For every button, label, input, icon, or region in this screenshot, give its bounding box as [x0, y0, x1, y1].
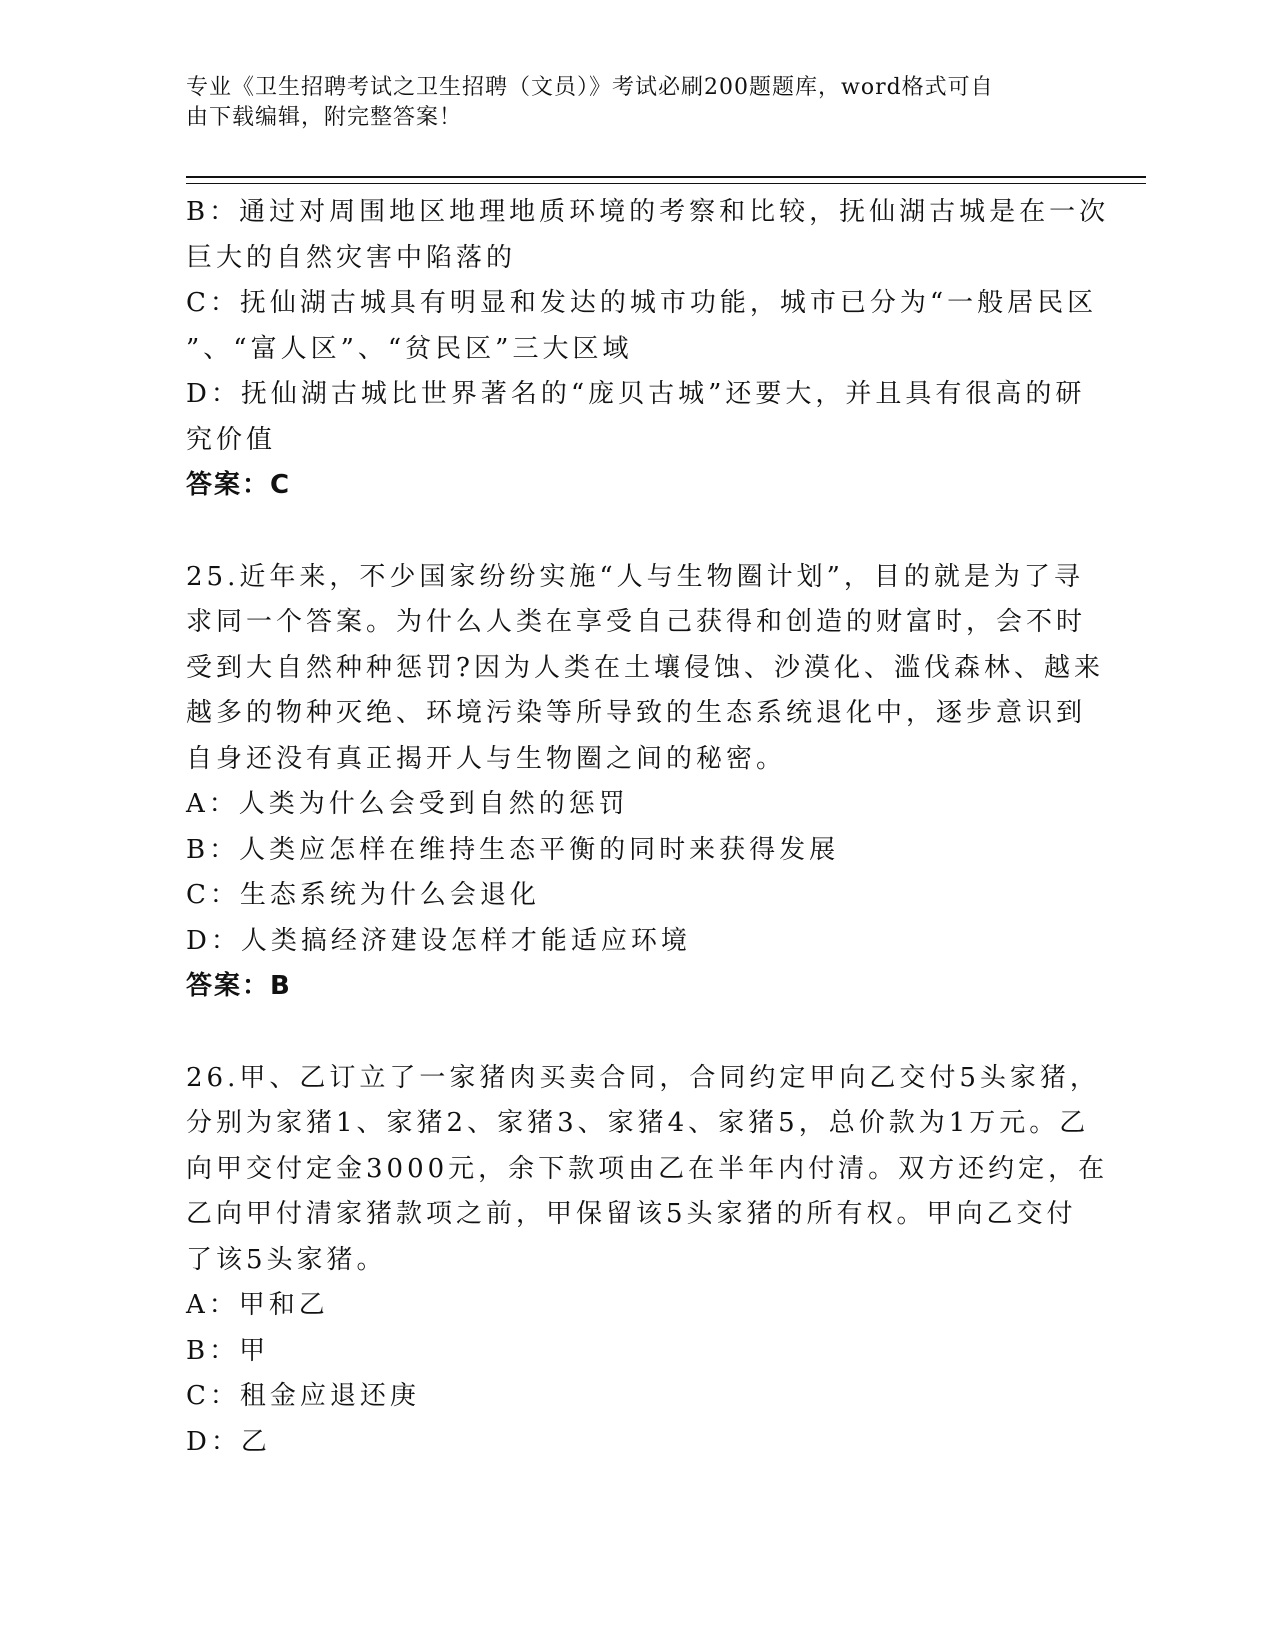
question-stem-line: 求同一个答案。为什么人类在享受自己获得和创造的财富时，会不时	[186, 607, 1087, 637]
question-25	[186, 555, 1104, 1010]
option-b-line-1: B：通过对周围地区地理地质环境的考察和比较，抚仙湖古城是在一次	[186, 197, 1110, 227]
option-d: D：乙	[186, 1426, 271, 1457]
question-stem-line: 26.甲、乙订立了一家猪肉买卖合同，合同约定甲向乙交付5头家猪，	[186, 1062, 1100, 1093]
option-d-line-1: D：抚仙湖古城比世界著名的“庞贝古城”还要大，并且具有很高的研	[186, 379, 1086, 409]
header-line-2: 由下载编辑，附完整答案！	[186, 105, 463, 130]
option-d: D：人类搞经济建设怎样才能适应环境	[186, 925, 691, 956]
option-d-line-2: 究价值	[186, 424, 277, 455]
question-stem-line: 越多的物种灭绝、环境污染等所导致的生态系统退化中，逐步意识到	[186, 698, 1087, 728]
question-26	[186, 1056, 1109, 1466]
option-a: A：甲和乙	[186, 1290, 329, 1320]
question-stem-line: 25.近年来，不少国家纷纷实施“人与生物圈计划”，目的就是为了寻	[186, 561, 1084, 592]
answer: 答案：C	[186, 470, 292, 500]
document-body	[186, 190, 1110, 1465]
question-stem-line: 了该5头家猪。	[186, 1244, 387, 1275]
question-stem-line: 分别为家猪1、家猪2、家猪3、家猪4、家猪5，总价款为1万元。乙	[186, 1108, 1090, 1138]
question-stem-line: 受到大自然种种惩罚?因为人类在土壤侵蚀、沙漠化、滥伐森林、越来	[186, 652, 1104, 683]
option-b: B：人类应怎样在维持生态平衡的同时来获得发展	[186, 834, 840, 865]
option-a: A：人类为什么会受到自然的惩罚	[186, 789, 629, 819]
header-rule-thick	[186, 176, 1146, 178]
document-header	[186, 73, 1066, 133]
question-stem-line: 自身还没有真正揭开人与生物圈之间的秘密。	[186, 743, 787, 774]
answer: 答案：B	[186, 971, 292, 1001]
header-rule-thin	[186, 183, 1146, 184]
header-line-1: 专业《卫生招聘考试之卫生招聘（文员）》考试必刷200题题库，word格式可自	[186, 75, 994, 100]
option-c-line-2: ”、“富人区”、“贫民区”三大区域	[186, 333, 633, 364]
option-b-line-2: 巨大的自然灾害中陷落的	[186, 242, 517, 273]
question-24-options	[186, 190, 1110, 509]
question-stem-line: 向甲交付定金3000元，余下款项由乙在半年内付清。双方还约定，在	[186, 1153, 1109, 1184]
option-c: C：租金应退还庚	[186, 1381, 420, 1411]
option-c: C：生态系统为什么会退化	[186, 880, 540, 910]
option-c-line-1: C：抚仙湖古城具有明显和发达的城市功能，城市已分为“一般居民区	[186, 288, 1098, 318]
question-stem-line: 乙向甲付清家猪款项之前，甲保留该5头家猪的所有权。甲向乙交付	[186, 1199, 1077, 1229]
option-b: B：甲	[186, 1335, 270, 1366]
